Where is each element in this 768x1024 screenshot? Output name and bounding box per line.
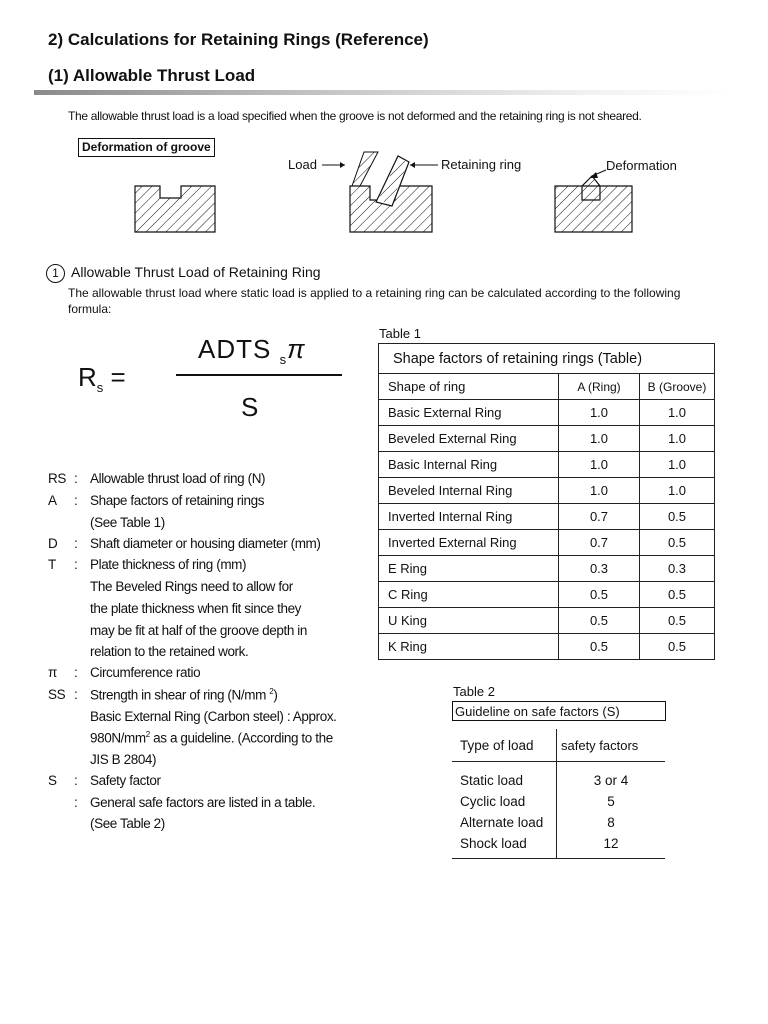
b-groove-cell: 0.5 — [640, 634, 715, 660]
table-row — [379, 426, 715, 452]
table2-title: Guideline on safe factors (S) — [452, 701, 666, 721]
ring-shape-cell: Beveled Internal Ring — [379, 478, 559, 504]
page-title: 2) Calculations for Retaining Rings (Reference) — [48, 30, 429, 49]
ring-shape-cell: C Ring — [379, 582, 559, 608]
ring-shape-cell: U King — [379, 608, 559, 634]
table-row — [379, 400, 715, 426]
ring-shape-cell: Basic Internal Ring — [379, 452, 559, 478]
b-groove-cell: 1.0 — [640, 400, 715, 426]
table-row — [452, 833, 665, 859]
a-ring-cell: 0.5 — [559, 634, 640, 660]
b-groove-cell: 0.3 — [640, 556, 715, 582]
table-row — [452, 791, 665, 812]
safety-factor-cell: 12 — [557, 833, 666, 859]
deformation-box-label: Deformation of groove — [78, 138, 215, 157]
section-title: (1) Allowable Thrust Load — [48, 66, 256, 85]
safety-factor-cell: 5 — [557, 791, 666, 812]
b-groove-cell: 1.0 — [640, 478, 715, 504]
ring-shape-cell: E Ring — [379, 556, 559, 582]
retaining-ring-label: Retaining ring — [441, 157, 522, 172]
subsection-title-text: Allowable Thrust Load of Retaining Ring — [71, 264, 321, 281]
deformation-label: Deformation — [606, 158, 677, 173]
load-arrow — [340, 162, 345, 168]
load-type-cell: Cyclic load — [460, 794, 526, 809]
circled-number: 1 — [46, 264, 65, 283]
table-row — [452, 762, 665, 792]
table-header-row — [379, 374, 715, 400]
a-ring-cell: 0.7 — [559, 504, 640, 530]
table-row — [379, 634, 715, 660]
b-groove-cell: 1.0 — [640, 426, 715, 452]
column-header: safety factors — [557, 729, 666, 762]
ring-shape-cell: Inverted Internal Ring — [379, 504, 559, 530]
groove-illustration — [0, 140, 768, 250]
ring-shape-cell: Inverted External Ring — [379, 530, 559, 556]
ring-shape-cell: Basic External Ring — [379, 400, 559, 426]
a-ring-cell: 1.0 — [559, 400, 640, 426]
formula-lhs: $R_s$ = — [78, 362, 126, 396]
ring-pointer-arrow — [410, 162, 415, 168]
ring-shape-cell: Beveled External Ring — [379, 426, 559, 452]
a-ring-cell: 1.0 — [559, 478, 640, 504]
column-header: Shape of ring — [379, 374, 559, 400]
table-row — [379, 530, 715, 556]
table-row — [452, 812, 665, 833]
table1-title: Shape factors of retaining rings (Table) — [379, 344, 715, 374]
deformation-arrow — [590, 172, 598, 178]
column-header: B (Groove) — [640, 374, 715, 400]
table-row — [379, 452, 715, 478]
table-row — [379, 504, 715, 530]
safety-factor-cell: 3 or 4 — [557, 762, 666, 792]
load-label: Load — [288, 157, 317, 172]
shape-factors-table — [378, 343, 715, 660]
table-row — [379, 556, 715, 582]
a-ring-cell: 0.5 — [559, 608, 640, 634]
load-type-cell: Shock load — [452, 833, 557, 859]
formula-denominator: S — [241, 392, 259, 422]
table1-caption: Table 1 — [379, 326, 421, 341]
formula-numerator: ADTS $_s$π — [198, 334, 306, 368]
safety-factors-table — [452, 729, 665, 859]
table-header-row — [452, 729, 665, 762]
a-ring-cell: 0.7 — [559, 530, 640, 556]
load-type-cell: Alternate load — [460, 815, 544, 830]
fraction-bar — [176, 374, 342, 376]
load-type-cell: Static load — [460, 773, 524, 788]
b-groove-cell: 1.0 — [640, 452, 715, 478]
a-ring-cell: 1.0 — [559, 426, 640, 452]
formula-description: The allowable thrust load where static load is applied to a retaining ring can be calculated according to the following formula: — [68, 286, 681, 316]
a-ring-cell: 0.5 — [559, 582, 640, 608]
b-groove-cell: 0.5 — [640, 530, 715, 556]
column-header: A (Ring) — [559, 374, 640, 400]
a-ring-cell: 0.3 — [559, 556, 640, 582]
intro-text: The allowable thrust load is a load specified when the groove is not deformed and the retaining ring is not sheared. — [68, 109, 642, 123]
b-groove-cell: 0.5 — [640, 582, 715, 608]
column-header: Type of load — [452, 729, 557, 762]
subsection-title — [46, 264, 321, 283]
table2-caption: Table 2 — [453, 684, 495, 699]
a-ring-cell: 1.0 — [559, 452, 640, 478]
table-row — [379, 608, 715, 634]
gradient-rule — [34, 90, 734, 95]
safety-factor-cell: 8 — [557, 812, 666, 833]
b-groove-cell: 0.5 — [640, 608, 715, 634]
shaft-part — [352, 152, 378, 186]
groove-block — [135, 186, 215, 232]
b-groove-cell: 0.5 — [640, 504, 715, 530]
ring-shape-cell: K Ring — [379, 634, 559, 660]
table-row — [379, 478, 715, 504]
table-row — [379, 582, 715, 608]
deformed-groove-block — [555, 176, 632, 232]
